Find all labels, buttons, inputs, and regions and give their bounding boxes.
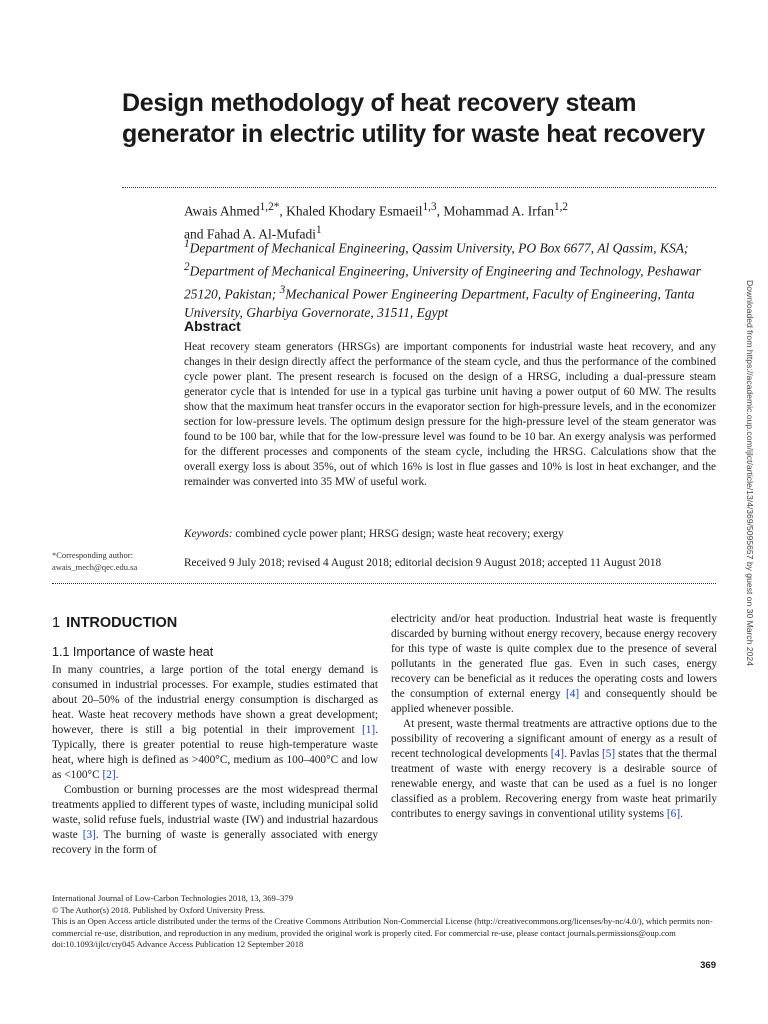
section-heading [52,612,378,634]
paragraph-text: . The burning of waste is generally associated with energy recovery in the form of [52,829,379,856]
keywords-label: Keywords: [184,528,233,540]
author-affil-sup: 1 [315,223,322,236]
citation-link[interactable]: [2] [102,769,116,781]
author-name[interactable]: Awais Ahmed [184,203,260,219]
received-dates: Received 9 July 2018; revised 4 August 2018; editorial decision 9 August 2018; accepted 11 August 2018 [184,557,662,569]
page-number: 369 [700,960,716,971]
paragraph-text: . Pavlas [563,748,603,760]
page-footer [52,893,716,951]
affil-sup: 1 [184,238,190,250]
citation-link[interactable]: [5] [602,748,616,760]
citation-link[interactable]: [1] [361,724,376,736]
subsection-heading [52,644,378,661]
paragraph-text: states that the thermal treatment of waste with energy recovery is a desirable source of renewable energy, and waste that can be used as a fuel is no longer classified as a problem. Recovering energy from waste heat primarily contributes to energy savings in conventional utility systems [391,748,717,820]
corresponding-email[interactable]: awais_mech@qec.edu.sa [52,562,138,572]
keywords [184,528,716,540]
left-column [52,612,378,858]
paragraph-text: . [680,808,683,820]
paragraph-text: . Typically, there is greater potential to reuse high-temperature waste heat, where high is defined as >400°C, medium as 100–400°C and low as <100°C [52,724,378,781]
keywords-text: combined cycle power plant; HRSG design; waste heat recovery; exergy [232,528,564,540]
corresponding-author [52,549,172,573]
affil-sup: 3 [279,284,286,296]
paragraph-text: In many countries, a large portion of the total energy demand is consumed in industrial processes. For example, studies estimated that about 20–50% of the industrial energy consumption is discharged as heat. Waste heat recovery methods have shown a great development; however, there is still a big potential in their improvement [52,664,378,736]
download-watermark: Downloaded from https://academic.oup.com/ijlct/article/13/4/369/5095657 by guest on 30 March 2024 [745,280,755,666]
header-divider [52,583,716,584]
article-title: Design methodology of heat recovery steam generator in electric utility for waste heat recovery [122,89,705,148]
citation-link[interactable]: [6] [666,808,681,820]
subsection-number: 1.1 [52,645,70,659]
affil-sup: 2 [184,261,190,273]
author-affil-sup: 1,3 [422,201,437,213]
author-affil-sup: 1,2 [553,201,569,213]
paragraph [52,663,378,783]
subsection-title: Importance of waste heat [72,645,214,659]
section-title: INTRODUCTION [66,615,178,631]
paragraph [52,783,378,858]
copyright-notice: © The Author(s) 2018. Published by Oxford University Press. [52,904,266,915]
paragraph [391,717,717,822]
right-column [391,612,717,822]
author-name[interactable]: and Fahad A. Al-Mufadi [184,226,316,241]
abstract-heading: Abstract [184,318,241,334]
affiliation-text: Department of Mechanical Engineering, University of Engineering and Technology, Peshawar 25120, Pakistan; [184,263,701,302]
author-affil-sup: 1,2* [259,201,280,213]
section-number: 1 [52,615,61,631]
journal-citation: International Journal of Low-Carbon Technologies 2018, 13, 369–379 [52,893,294,903]
affiliation-text: Mechanical Power Engineering Department, Faculty of Engineering, Tanta University, Gharbiya Governorate, 31511, Egypt [184,286,695,320]
paragraph-text: electricity and/or heat production. Industrial heat waste is frequently discarded by burning without energy recovery, because energy recovery for this type of waste is quite complex due to the presence of several pollutants in the generated flue gas. Even in such cases, energy recovery can be beneficial as it reduces the operating costs and lowers the consumption of external energy [391,613,717,700]
corresponding-label: *Corresponding author: [52,550,133,560]
citation-link[interactable]: [4] [550,748,564,760]
paragraph-text: . [115,769,119,781]
affiliation-text: Department of Mechanical Engineering, Qassim University, PO Box 6677, Al Qassim, KSA; [189,240,689,256]
doi-line[interactable]: doi:10.1093/ijlct/cty045 Advance Access Publication 12 September 2018 [52,939,304,949]
paragraph [391,612,717,717]
affiliations [184,235,724,323]
license-notice: This is an Open Access article distributed under the terms of the Creative Commons Attribution Non-Commercial License (http://creativecommons.org/licenses/by-nc/4.0/), which permits non-commercial re-use, distribution, and reproduction in any medium, provided the original work is properly cited. For commercial re-use, please contact journals.permissions@oup.com [52,916,713,938]
author-name[interactable]: , Mohammad A. Irfan [436,203,554,219]
citation-link[interactable]: [3] [82,829,96,841]
abstract-text: Heat recovery steam generators (HRSGs) are important components for industrial waste heat recovery, and any changes in their design directly affect the performance of the steam cycle, and thus the performance of the combined cycle power plant. The present research is focused on the design of a HRSG, including a dual-pressure steam generator cycle that is intended for use in a typical gas turbine unit having a power output of 60 MW. The results show that the maximum heat transfer occurs in the evaporator section for high-pressure levels, and in the economizer section for low-pressure levels. The optimum design pressure for the high-pressure level of the steam generator was found to be 100 bar, while that for the low-pressure level was found to be 10 bar. An exergy analysis was performed for the different processes and components of the steam cycle, including the HRSG. Calculations show that the overall exergy loss is about 35%, out of which 16% is lost in flue gasses and 10% is lost in heat exchanger, and the remainder was converted into 35 MW of useful work. [184,341,716,488]
paragraph-text: and consequently should be applied whenever possible. [391,688,717,715]
author-name[interactable]: , Khaled Khodary Esmaeil [279,203,423,219]
citation-link[interactable]: [4] [565,688,580,700]
paragraph-text: Combustion or burning processes are the most widespread thermal treatments applied to different types of waste, including municipal solid waste, solid refuse fuels, industrial waste (IW) and industrial hazardous waste [52,784,378,841]
title-divider [122,187,716,188]
paragraph-text: At present, waste thermal treatments are attractive options due to the possibility of recovering a significant amount of energy as a result of recent technological developments [391,718,717,760]
